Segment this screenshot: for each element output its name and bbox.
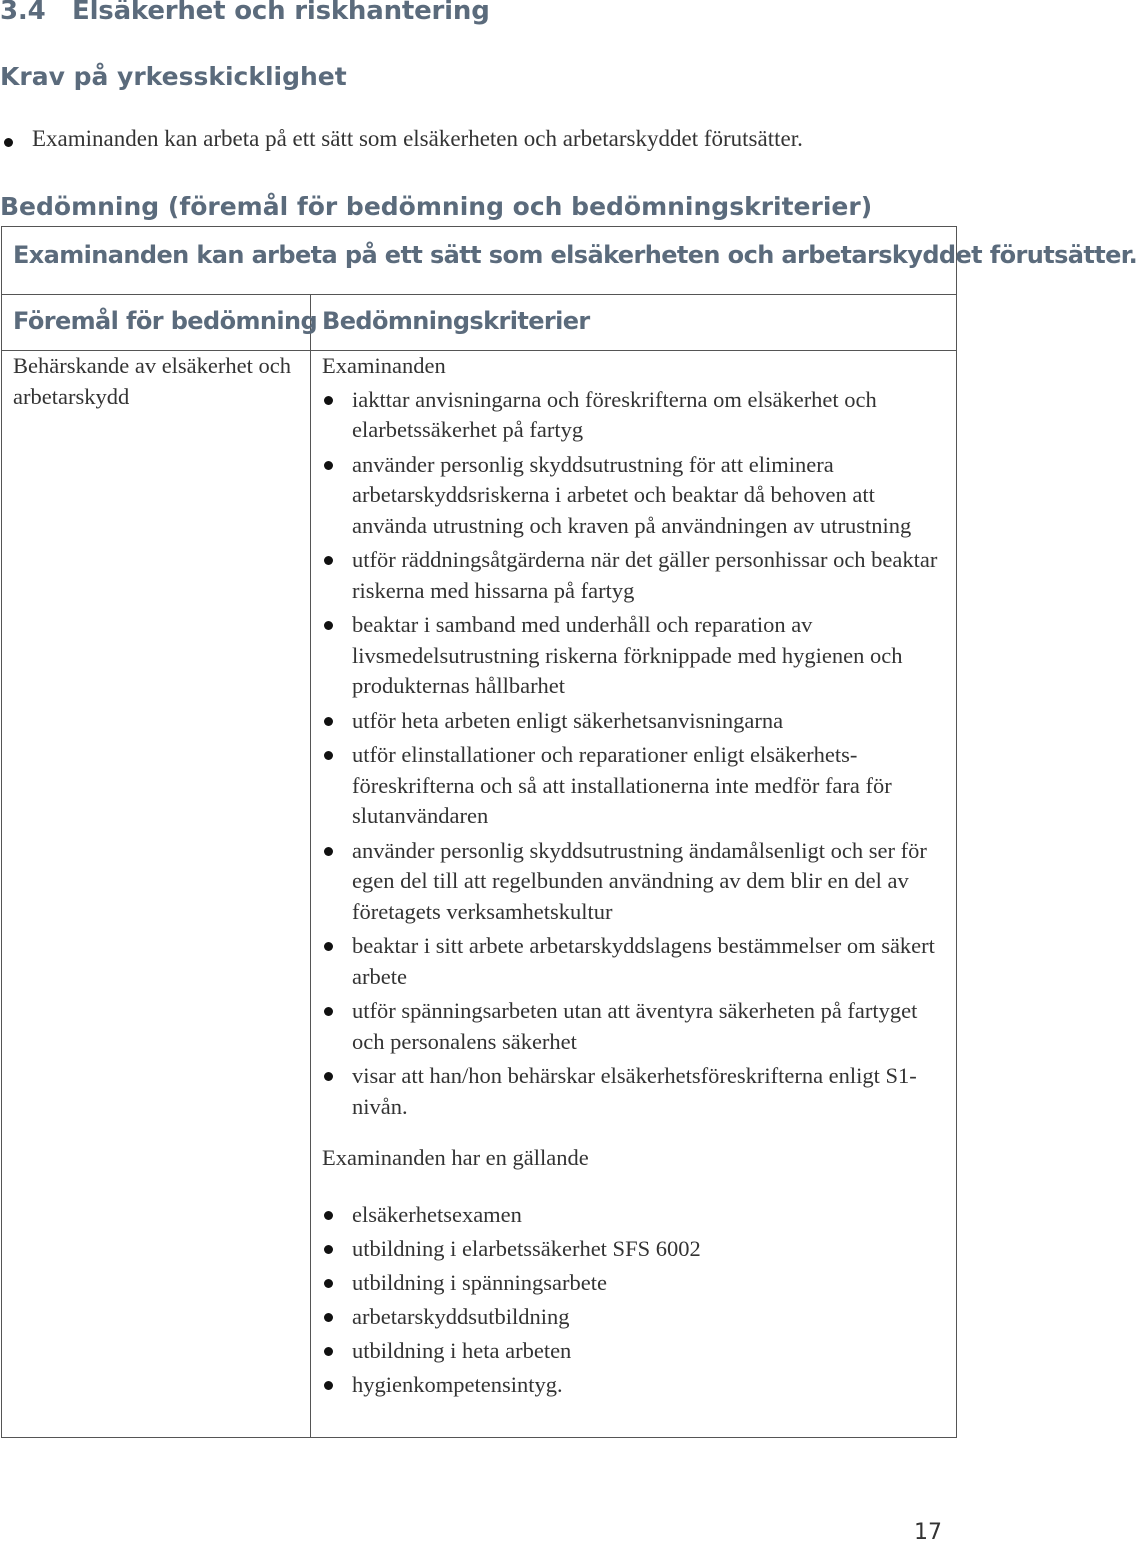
certificates-intro: Examinanden har en gällande xyxy=(322,1145,589,1170)
criteria-item: beaktar i sitt arbete arbetarskyddslagens bestämmelser om säkert arbete xyxy=(322,931,950,992)
table-title: Examinanden kan arbeta på ett sätt som elsäkerheten och arbetarskyddet förutsätter. xyxy=(13,241,1137,269)
criteria-item: beaktar i samband med underhåll och reparation av livsmedelsutrustning riskerna förknippade med hygienen och produkternas hållbarhet xyxy=(322,610,950,702)
criteria-item: iakttar anvisningarna och föreskrifterna om elsäkerhet och elarbetssäkerhet på fartyg xyxy=(322,385,950,446)
certificate-item: elsäkerhetsexamen xyxy=(322,1200,950,1231)
certificate-item: utbildning i elarbetssäkerhet SFS 6002 xyxy=(322,1234,950,1265)
criteria-cell xyxy=(322,351,950,1404)
criteria-item: visar att han/hon behärskar elsäkerhetsföreskrifterna enligt S1-nivån. xyxy=(322,1061,950,1122)
section-heading xyxy=(0,0,490,26)
certificate-item: hygienkompetensintyg. xyxy=(322,1370,950,1401)
page-number: 17 xyxy=(914,1520,942,1545)
certificate-item: arbetarskyddsutbildning xyxy=(322,1302,950,1333)
skills-list xyxy=(0,126,803,152)
criteria-item: utför elinstallationer och reparationer enligt elsäkerhets-föreskrifterna och så att installationerna inte medför fara för slutanvändaren xyxy=(322,740,950,832)
certificate-item: utbildning i heta arbeten xyxy=(322,1336,950,1367)
table-divider xyxy=(2,294,956,295)
certificate-item: utbildning i spänningsarbete xyxy=(322,1268,950,1299)
skills-list-item: Examinanden kan arbeta på ett sätt som elsäkerheten och arbetarskyddet förutsätter. xyxy=(0,126,803,152)
criteria-intro: Examinanden xyxy=(322,353,446,378)
criteria-item: utför heta arbeten enligt säkerhetsanvisningarna xyxy=(322,706,950,737)
column-header-criteria: Bedömningskriterier xyxy=(322,307,590,335)
skills-heading: Krav på yrkesskicklighet xyxy=(0,62,347,91)
section-title: Elsäkerhet och riskhantering xyxy=(72,0,490,26)
assessment-table xyxy=(1,226,1137,1438)
criteria-item: utför räddningsåtgärderna när det gäller personhissar och beaktar riskerna med hissarna på fartyg xyxy=(322,545,950,606)
section-number: 3.4 xyxy=(0,0,46,26)
certificates-list xyxy=(322,1200,950,1401)
criteria-item: använder personlig skyddsutrustning ändamålsenligt och ser för egen del till att regelbunden användning av dem blir en del av företagets verksamhetskultur xyxy=(322,836,950,928)
assessment-subject: Behärskande av elsäkerhet och arbetarskydd xyxy=(13,353,291,409)
criteria-item: använder personlig skyddsutrustning för att eliminera arbetarskyddsriskerna i arbetet och beaktar då behoven att använda utrustning och kraven på användningen av utrustning xyxy=(322,450,950,542)
criteria-list xyxy=(322,385,950,1123)
criteria-item: utför spänningsarbeten utan att äventyra säkerheten på fartyget och personalens säkerhet xyxy=(322,996,950,1057)
assessment-heading: Bedömning (föremål för bedömning och bedömningskriterier) xyxy=(0,192,873,221)
column-header-subject: Föremål för bedömning xyxy=(13,307,318,335)
table-column-divider xyxy=(310,294,311,1437)
